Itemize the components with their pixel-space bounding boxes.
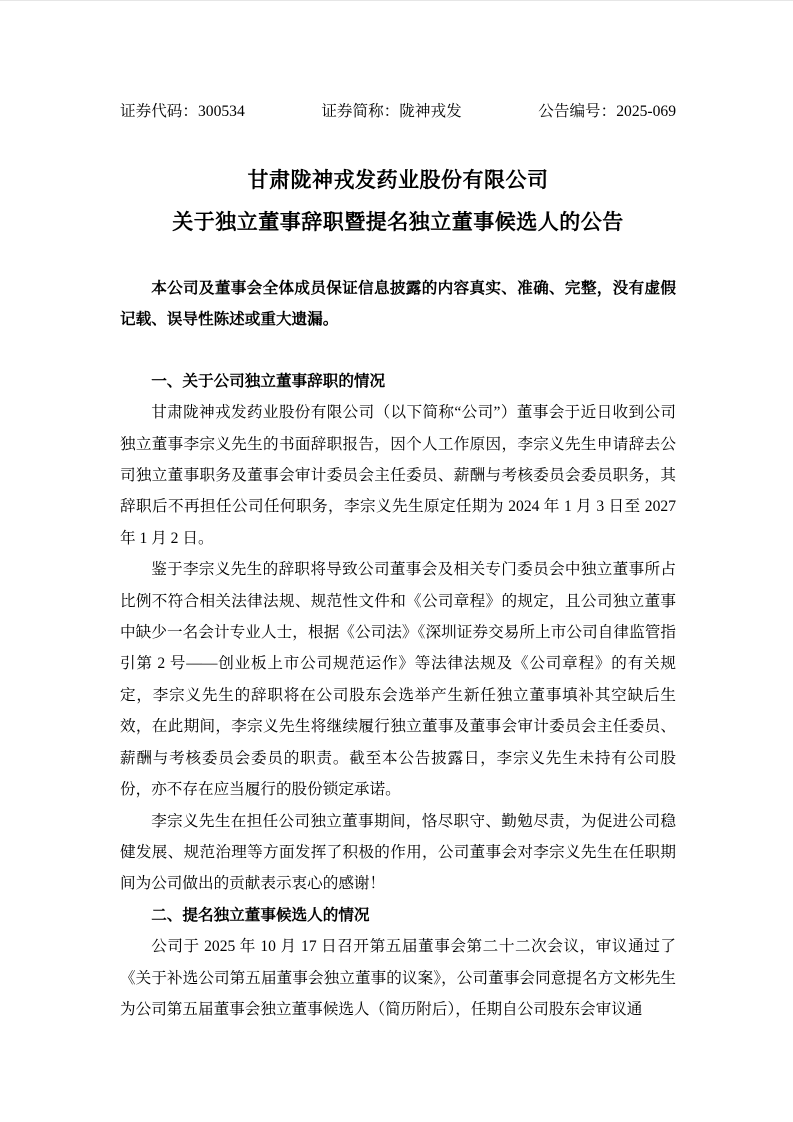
section-1-heading: 一、关于公司独立董事辞职的情况 — [151, 372, 386, 390]
section-1-paragraph-2: 鉴于李宗义先生的辞职将导致公司董事会及相关专门委员会中独立董事所占比例不符合相关法律法规、规范性文件和《公司章程》的规定，且公司独立董事中缺少一名会计专业人士，根据《公司法》《深圳证券交易所上市公司自律监管指引第 2 号——创业板上市公司规范运作》等法律法规及《公司章程》的有关规定，李宗义先生的辞职将在公司股东会选举产生新任独立董事填补其空缺后生效，在此期间，李宗义先生将继续履行独立董事及董事会审计委员会主任委员、薪酬与考核委员会委员的职责。截至本公告披露日，李宗义先生未持有公司股份，亦不存在应当履行的股份锁定承诺。 — [120, 561, 676, 799]
section-1-paragraph-3: 李宗义先生在担任公司独立董事期间，恪尽职守、勤勉尽责，为促进公司稳健发展、规范治理等方面发挥了积极的作用，公司董事会对李宗义先生在任职期间为公司做出的贡献表示衷心的感谢！ — [120, 812, 676, 893]
company-name-title: 甘肃陇神戎发药业股份有限公司 — [247, 168, 549, 192]
declaration-statement: 本公司及董事会全体成员保证信息披露的内容真实、准确、完整，没有虚假记载、误导性陈述或重大遗漏。 — [120, 280, 676, 329]
stock-code-label: 证券代码：300534 — [120, 103, 245, 120]
section-1-paragraph-1: 甘肃陇神戎发药业股份有限公司（以下简称“公司”）董事会于近日收到公司独立董事李宗义先生的书面辞职报告，因个人工作原因，李宗义先生申请辞去公司独立董事职务及董事会审计委员会主任委员、薪酬与考核委员会委员职务，其辞职后不再担任公司任何职务，李宗义先生原定任期为 2024 年 1 月 3 日至 2027 年 1 月 2 日。 — [120, 404, 676, 547]
section-2-heading: 二、提名独立董事候选人的情况 — [151, 906, 370, 924]
stock-short-name-label: 证券简称：陇神戎发 — [321, 103, 462, 120]
document-header — [120, 102, 676, 122]
announcement-title: 关于独立董事辞职暨提名独立董事候选人的公告 — [172, 210, 624, 234]
section-2-paragraph-1: 公司于 2025 年 10 月 17 日召开第五届董事会第二十二次会议，审议通过了《关于补选公司第五届董事会独立董事的议案》，公司董事会同意提名方文彬先生为公司第五届董事会独立董事候选人（简历附后），任期自公司股东会审议通 — [120, 938, 676, 1018]
title-block — [120, 159, 676, 243]
announcement-number-label: 公告编号：2025-069 — [538, 103, 676, 120]
